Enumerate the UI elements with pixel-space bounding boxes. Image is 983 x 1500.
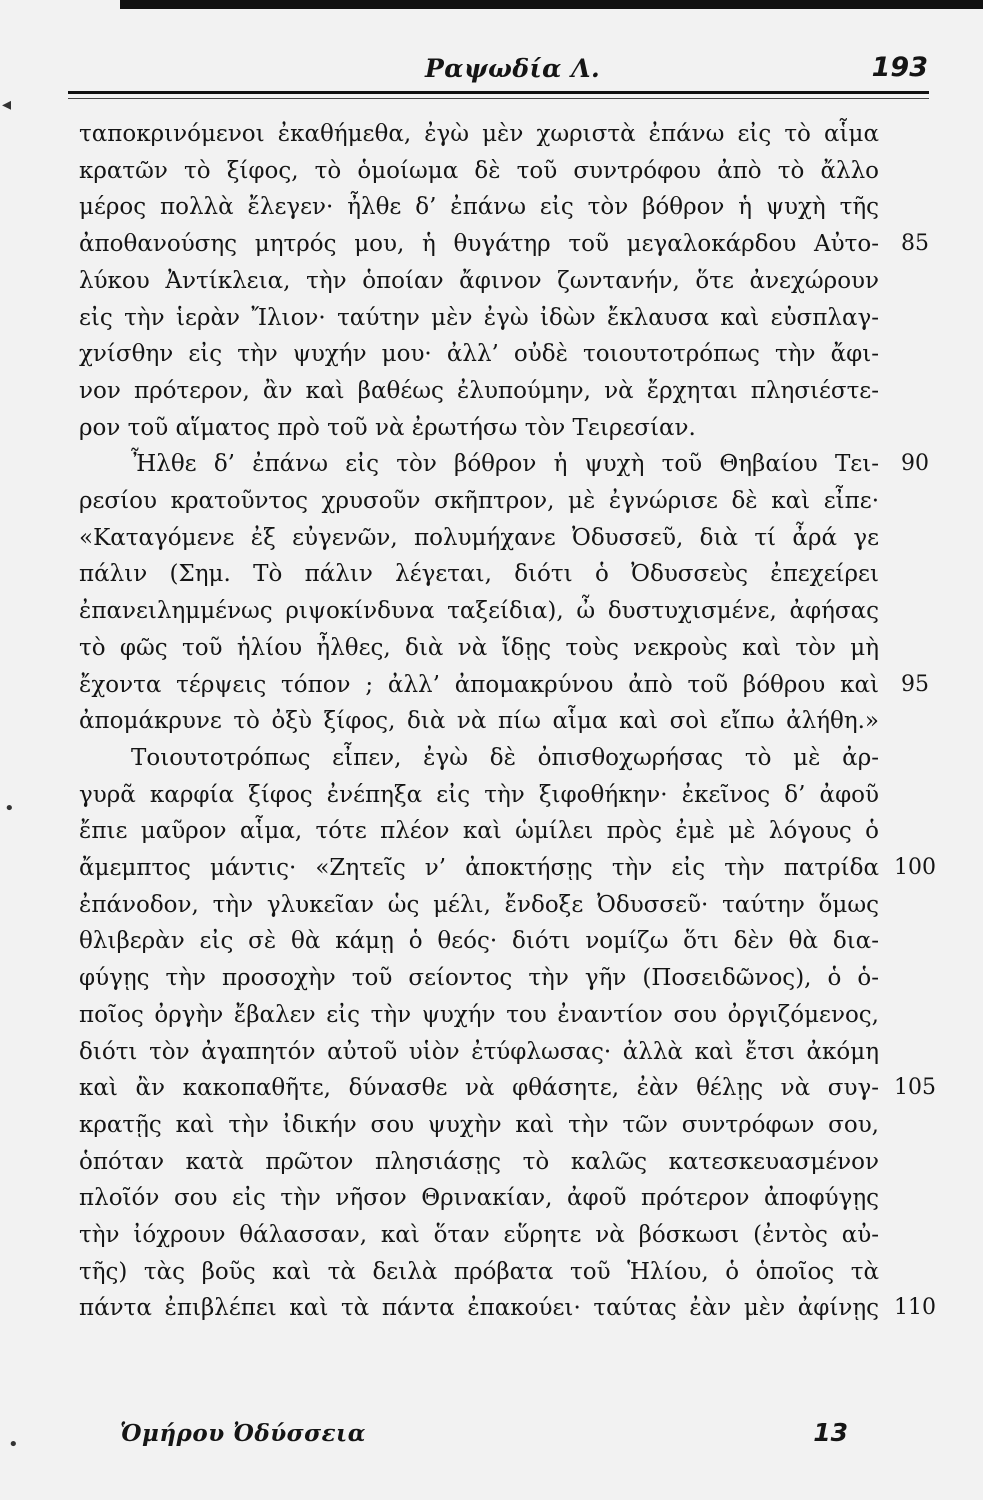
- text-line: «Καταγόμενε ἐξ εὐγενῶν, πολυμήχανε Ὀδυσσεῦ, διὰ τί ἆρά γε: [79, 524, 879, 551]
- text-line: κρατῇς καὶ τὴν ἰδικήν σου ψυχὴν καὶ τὴν τῶν συντρόφων σου,: [79, 1111, 879, 1138]
- page-number: 193: [871, 52, 928, 83]
- text-line: ρον τοῦ αἵματος πρὸ τοῦ νὰ ἐρωτήσω τὸν Τειρεσίαν.: [79, 414, 696, 441]
- text-line: χνίσθην εἰς τὴν ψυχήν μου· ἀλλ’ οὐδὲ τοιουτοτρόπως τὴν ἄφι-: [79, 341, 879, 368]
- text-line: Ἦλθε δ’ ἐπάνω εἰς τὸν βόθρον ἡ ψυχὴ τοῦ Θηβαίου Τει-: [131, 451, 879, 478]
- margin-mark-icon: ◂: [2, 94, 12, 115]
- text-line: ἔπιε μαῦρον αἷμα, τότε πλέον καὶ ὡμίλει πρὸς ἐμὲ μὲ λόγους ὁ: [79, 818, 879, 845]
- text-line: νον πρότερον, ἂν καὶ βαθέως ἐλυπούμην, νὰ ἔρχηται πλησιέστε-: [79, 377, 879, 404]
- text-line: ἀπομάκρυνε τὸ ὀξὺ ξίφος, διὰ νὰ πίω αἷμα καὶ σοὶ εἴπω ἀλήθη.»: [79, 708, 879, 735]
- footer-book-title: Ὁμήρου Ὀδύσσεια: [120, 1420, 366, 1447]
- text-line: ἄμεμπτος μάντις· «Ζητεῖς ν’ ἀποκτήσῃς τὴν εἰς τὴν πατρίδα: [79, 855, 879, 881]
- margin-mark-icon: •: [8, 1434, 19, 1455]
- running-title: Ραψωδία Λ.: [425, 54, 601, 83]
- text-line: ἐπανειλημμένως ριψοκίνδυνα ταξείδια), ὦ δυστυχισμένε, ἀφήσας: [79, 598, 879, 625]
- line-number: 95: [901, 671, 929, 697]
- text-line: ρεσίου κρατοῦντος χρυσοῦν σκῆπτρον, μὲ ἐγνώρισε δὲ καὶ εἶπε·: [79, 488, 879, 514]
- header-rule-thin: [68, 98, 929, 99]
- text-line: μέρος πολλὰ ἔλεγεν· ἦλθε δ’ ἐπάνω εἰς τὸν βόθρον ἡ ψυχὴ τῆς: [79, 194, 879, 221]
- text-line: θλιβερὰν εἰς σὲ θὰ κάμῃ ὁ θεός· διότι νομίζω ὅτι δὲν θὰ δια-: [79, 928, 879, 955]
- text-line: διότι τὸν ἀγαπητόν αὐτοῦ υἱὸν ἐτύφλωσας· ἀλλὰ καὶ ἔτσι ἀκόμη: [79, 1038, 879, 1065]
- text-line: πάλιν (Σημ. Τὸ πάλιν λέγεται, διότι ὁ Ὀδυσσεὺς ἐπεχείρει: [79, 561, 879, 588]
- text-line: ἐπάνοδον, τὴν γλυκεῖαν ὡς μέλι, ἔνδοξε Ὀδυσσεῦ· ταύτην ὅμως: [79, 891, 879, 918]
- text-line: κρατῶν τὸ ξίφος, τὸ ὁμοίωμα δὲ τοῦ συντρόφου ἀπὸ τὸ ἄλλο: [79, 157, 879, 184]
- text-line: πάντα ἐπιβλέπει καὶ τὰ πάντα ἐπακούει· ταύτας ἐὰν μὲν ἀφίνῃς: [79, 1295, 879, 1322]
- text-line: Τοιουτοτρόπως εἶπεν, ἐγὼ δὲ ὀπισθοχωρήσας τὸ μὲ ἀρ-: [131, 744, 879, 771]
- text-line: πλοῖόν σου εἰς τὴν νῆσον Θρινακίαν, ἀφοῦ πρότερον ἀποφύγῃς: [79, 1185, 879, 1212]
- line-number: 85: [901, 231, 929, 257]
- text-line: ταποκρινόμενοι ἐκαθήμεθα, ἐγὼ μὲν χωριστὰ ἐπάνω εἰς τὸ αἷμα: [79, 121, 879, 147]
- text-line: λύκου Ἀντίκλεια, τὴν ὁποίαν ἄφινον ζωντανήν, ὅτε ἀνεχώρουν: [79, 267, 879, 294]
- text-line: εἰς τὴν ἱερὰν Ἴλιον· ταύτην μὲν ἐγὼ ἰδὼν ἔκλαυσα καὶ εὐσπλαγ-: [79, 304, 879, 331]
- text-line: φύγῃς τὴν προσοχὴν τοῦ σείοντος τὴν γῆν (Ποσειδῶνος), ὁ ὁ-: [79, 965, 879, 992]
- page-header: [70, 50, 930, 90]
- line-number: 105: [894, 1075, 936, 1101]
- text-line: γυρᾶ καρφία ξίφος ἐνέπηξα εἰς τὴν ξιφοθήκην· ἐκεῖνος δ’ ἀφοῦ: [79, 781, 879, 808]
- text-line: τῆς) τὰς βοῦς καὶ τὰ δειλὰ πρόβατα τοῦ Ἡλίου, ὁ ὁποῖος τὰ: [79, 1258, 879, 1285]
- margin-mark-icon: •: [4, 798, 15, 819]
- line-number: 90: [901, 451, 929, 477]
- text-line: τὸ φῶς τοῦ ἡλίου ἦλθες, διὰ νὰ ἴδῃς τοὺς νεκροὺς καὶ τὸν μὴ: [79, 634, 879, 661]
- page-footer: [120, 1418, 860, 1458]
- header-rule-thick: [68, 91, 929, 94]
- text-line: τὴν ἰόχρουν θάλασσαν, καὶ ὅταν εὕρητε νὰ βόσκωσι (ἐντὸς αὐ-: [79, 1222, 879, 1248]
- signature-mark: 13: [813, 1418, 848, 1447]
- text-line: ἔχοντα τέρψεις τόπον ; ἀλλ’ ἀπομακρύνου ἀπὸ τοῦ βόθρου καὶ: [79, 671, 879, 698]
- line-number: 100: [894, 855, 936, 880]
- text-line: ὁπόταν κατὰ πρῶτον πλησιάσῃς τὸ καλῶς κατεσκευασμένον: [79, 1148, 879, 1175]
- text-line: ἀποθανούσης μητρός μου, ἡ θυγάτηρ τοῦ μεγαλοκάρδου Αὐτο-: [79, 231, 879, 258]
- line-number: 110: [894, 1295, 936, 1321]
- text-line: ποῖος ὀργὴν ἔβαλεν εἰς τὴν ψυχήν του ἐναντίον σου ὀργιζόμενος,: [79, 1001, 879, 1028]
- text-line: καὶ ἂν κακοπαθῆτε, δύνασθε νὰ φθάσητε, ἐὰν θέλῃς νὰ συγ-: [79, 1075, 879, 1102]
